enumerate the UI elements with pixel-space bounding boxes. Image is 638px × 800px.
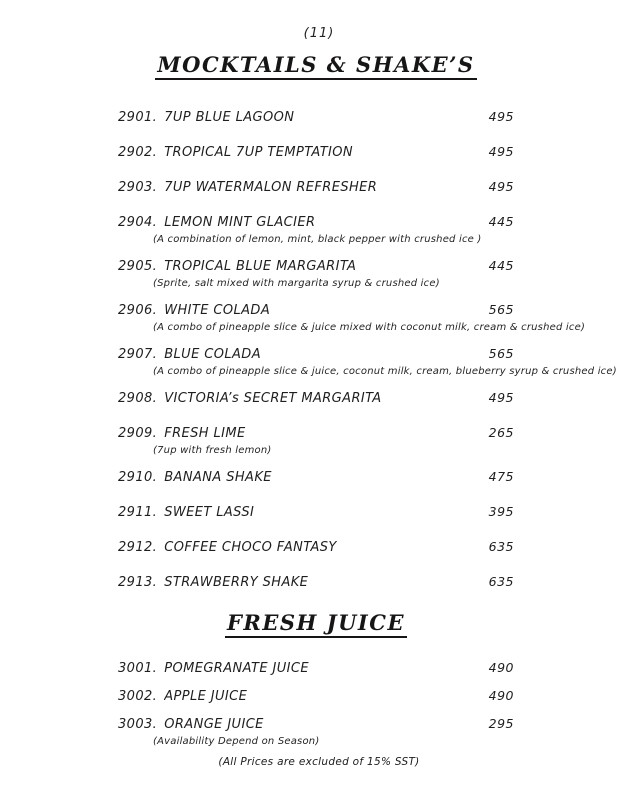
item-name: FRESH LIME bbox=[164, 426, 246, 441]
section-fresh-juice bbox=[118, 610, 514, 748]
page-number: (11) bbox=[303, 26, 335, 41]
item-code: 3001. bbox=[118, 661, 158, 676]
item-description: (Availability Depend on Season) bbox=[153, 736, 320, 747]
item-price: 265 bbox=[488, 425, 514, 440]
item-description: (A combo of pineapple slice & juice mixed with coconut milk, cream & crushed ice) bbox=[153, 322, 586, 333]
menu-item-row bbox=[118, 424, 514, 457]
item-price: 565 bbox=[488, 346, 514, 361]
item-description: (Sprite, salt mixed with margarita syrup & crushed ice) bbox=[153, 278, 440, 289]
item-name: WHITE COLADA bbox=[164, 303, 271, 318]
menu-item-row bbox=[118, 301, 586, 334]
item-description: (7up with fresh lemon) bbox=[153, 445, 272, 456]
item-price: 495 bbox=[488, 390, 514, 405]
item-code: 2910. bbox=[118, 470, 158, 485]
menu-item-row bbox=[118, 108, 514, 127]
menu-item-row bbox=[118, 715, 514, 748]
item-code: 2902. bbox=[118, 145, 158, 160]
menu-item-row bbox=[118, 257, 514, 290]
menu-content bbox=[118, 52, 617, 757]
item-code: 2906. bbox=[118, 303, 158, 318]
item-code: 2913. bbox=[118, 575, 158, 590]
section-title: FRESH JUICE bbox=[225, 610, 407, 638]
item-name: ORANGE JUICE bbox=[164, 717, 264, 732]
item-name: LEMON MINT GLACIER bbox=[164, 215, 316, 230]
item-name: 7UP WATERMALON REFRESHER bbox=[164, 180, 378, 195]
item-code: 3002. bbox=[118, 689, 158, 704]
section-heading-wrap bbox=[118, 610, 514, 638]
item-price: 475 bbox=[488, 469, 514, 484]
section-mocktails-shakes bbox=[118, 52, 617, 592]
menu-item-row bbox=[118, 345, 617, 378]
menu-item-row bbox=[118, 178, 514, 197]
item-price: 635 bbox=[488, 574, 514, 589]
menu-item-row bbox=[118, 389, 514, 408]
menu-item-row bbox=[118, 213, 514, 246]
item-code: 2907. bbox=[118, 347, 158, 362]
item-name: VICTORIA’s SECRET MARGARITA bbox=[164, 391, 382, 406]
section-title: MOCKTAILS & SHAKE’S bbox=[155, 52, 476, 80]
item-code: 2909. bbox=[118, 426, 158, 441]
item-price: 635 bbox=[488, 539, 514, 554]
item-price: 295 bbox=[488, 716, 514, 731]
item-price: 495 bbox=[488, 144, 514, 159]
section-heading-wrap bbox=[118, 52, 514, 80]
item-name: BANANA SHAKE bbox=[164, 470, 272, 485]
item-price: 495 bbox=[488, 179, 514, 194]
item-name: STRAWBERRY SHAKE bbox=[164, 575, 309, 590]
item-code: 2904. bbox=[118, 215, 158, 230]
item-description: (A combination of lemon, mint, black pepper with crushed ice ) bbox=[153, 234, 482, 245]
item-name: POMEGRANATE JUICE bbox=[164, 661, 309, 676]
item-price: 490 bbox=[488, 688, 514, 703]
menu-item-row bbox=[118, 687, 514, 706]
menu-item-row bbox=[118, 143, 514, 162]
item-name: BLUE COLADA bbox=[164, 347, 261, 362]
item-name: APPLE JUICE bbox=[164, 689, 248, 704]
item-code: 2905. bbox=[118, 259, 158, 274]
item-name: 7UP BLUE LAGOON bbox=[164, 110, 295, 125]
item-description: (A combo of pineapple slice & juice, coconut milk, cream, blueberry syrup & crushed ice) bbox=[153, 366, 617, 377]
item-code: 2903. bbox=[118, 180, 158, 195]
item-name: TROPICAL 7UP TEMPTATION bbox=[164, 145, 354, 160]
item-name: SWEET LASSI bbox=[164, 505, 255, 520]
item-price: 445 bbox=[488, 258, 514, 273]
item-code: 2912. bbox=[118, 540, 158, 555]
item-price: 445 bbox=[488, 214, 514, 229]
menu-item-row bbox=[118, 659, 514, 678]
item-name: COFFEE CHOCO FANTASY bbox=[164, 540, 337, 555]
menu-item-row bbox=[118, 468, 514, 487]
menu-item-row bbox=[118, 538, 514, 557]
item-price: 495 bbox=[488, 109, 514, 124]
item-price: 395 bbox=[488, 504, 514, 519]
item-code: 2901. bbox=[118, 110, 158, 125]
tax-footnote: (All Prices are excluded of 15% SST) bbox=[218, 756, 420, 768]
item-code: 2911. bbox=[118, 505, 158, 520]
item-code: 2908. bbox=[118, 391, 158, 406]
item-price: 490 bbox=[488, 660, 514, 675]
item-code: 3003. bbox=[118, 717, 158, 732]
item-name: TROPICAL BLUE MARGARITA bbox=[164, 259, 357, 274]
menu-item-row bbox=[118, 573, 514, 592]
menu-item-row bbox=[118, 503, 514, 522]
item-price: 565 bbox=[488, 302, 514, 317]
